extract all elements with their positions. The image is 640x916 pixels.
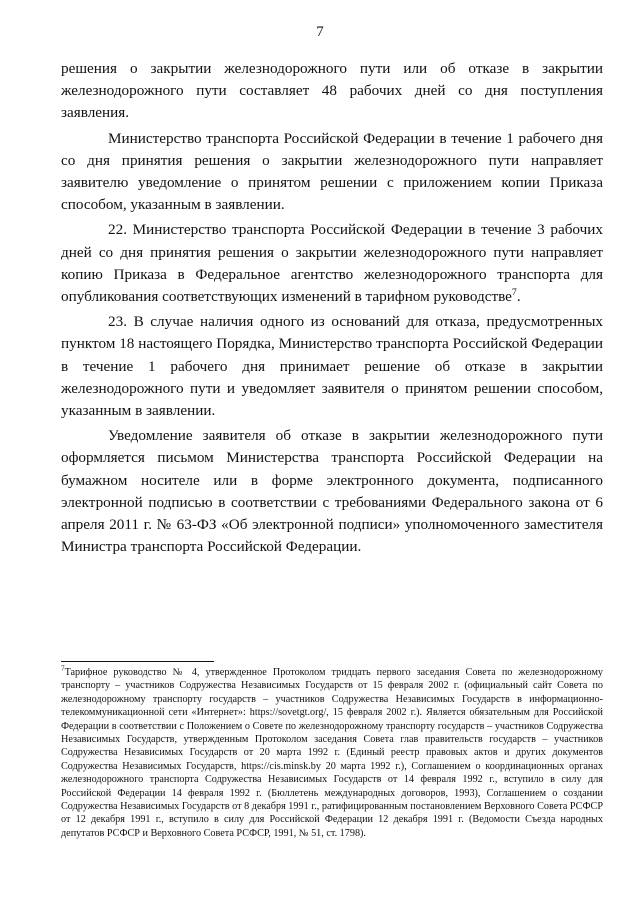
paragraph-refusal-notice: Уведомление заявителя об отказе в закрытии железнодорожного пути оформляется письмом Министерства транспорта Российской Федерации на бумажном носителе или в форме электронного документа, подписанного электронной подписью в соответствии с требованиями Федерального закона от 6 апреля 2011 г. № 63-ФЗ «Об электронной подписи» уполномоченного заместителя Министра транспорта Российской Федерации. — [61, 427, 603, 556]
footnote-mark: 7 — [61, 664, 65, 673]
footnote-text: Тарифное руководство № 4, утвержденное Протоколом тридцать первого заседания Совета по железнодорожному транспорту – участников Содружества Независимых Государств от 15 февраля 2002 г. (официальный сайт Совета по железнодорожному транспорту государств – участников Содружества Независимых Государств в информационно-телекоммуникационной сети «Интернет»: https://sovetgt.org/, 15 февраля 2002 г.). Является обязательным для Российской Федерации в соответствии с Положением о Совете по железнодорожному транспорту государств – участников Содружества Независимых Государств, утвержденным Протоколом заседания Совета глав правительств государств – участников Содружества Независимых Государств от 20 марта 1992 г. (Единый реестр правовых актов и других документов Содружества Независимых Государств, https://cis.minsk.by 20 марта 1992 г.), Соглашением о координационных органах железнодорожного транспорта Содружества Независимых Государств от 14 февраля 1992 г., вступило в силу для Российской Федерации 14 февраля 1992 г. (Бюллетень международных договоров, 1993), Соглашением о создании Содружества Независимых Государств от 8 декабря 1991 г., ратифицированным постановлением Верховного Совета РСФСР от 12 декабря 1991 г., вступило в силу для Российской Федерации 12 декабря 1991 г. (Ведомости Съезда народных депутатов РСФСР и Верховного Совета РСФСР, 1991, № 51, ст. 1798). — [61, 667, 603, 839]
body-text — [61, 58, 603, 561]
footnote — [61, 666, 603, 840]
page-number: 7 — [316, 24, 324, 40]
paragraph-notification: Министерство транспорта Российской Федерации в течение 1 рабочего дня со дня принятия решения о закрытии железнодорожного пути направляет заявителю уведомление о принятом решении с приложением копии Приказа способом, указанным в заявлении. — [61, 129, 603, 214]
paragraph-22-text: 22. Министерство транспорта Российской Федерации в течение 3 рабочих дней со дня принятия решения о закрытии железнодорожного пути направляет копию Приказа в Федеральное агентство железнодорожного транспорта для опубликования соответствующих изменений в тарифном руководстве — [61, 221, 603, 306]
paragraph-continuation: решения о закрытии железнодорожного пути или об отказе в закрытии железнодорожного пути составляет 48 рабочих дней со дня поступления заявления. — [61, 60, 603, 122]
paragraph-22-end: . — [516, 288, 521, 306]
footnote-reference: 7 — [511, 286, 517, 298]
footnote-divider — [61, 661, 214, 662]
paragraph-22 — [61, 219, 603, 308]
paragraph-23: 23. В случае наличия одного из оснований для отказа, предусмотренных пунктом 18 настоящего Порядка, Министерство транспорта Российской Федерации в течение 1 рабочего дня принимает решение об отказе в закрытии железнодорожного пути и уведомляет заявителя о принятом решении способом, указанным в заявлении. — [61, 313, 603, 420]
